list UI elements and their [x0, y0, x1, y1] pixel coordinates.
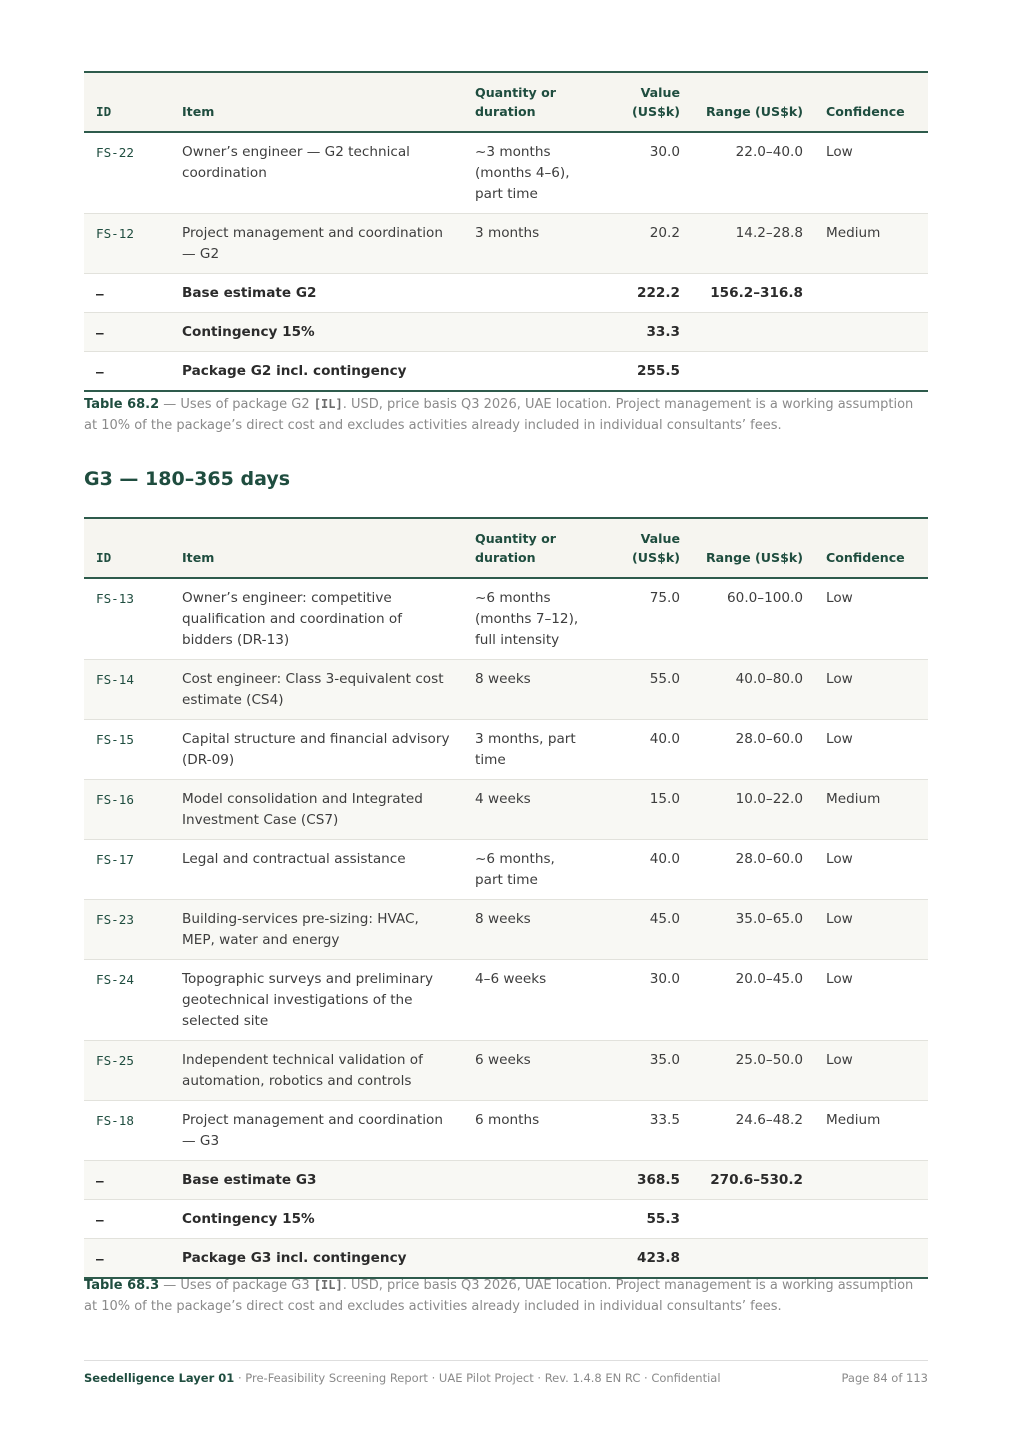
cell-confidence: Medium — [814, 214, 928, 274]
cell-range: 28.0–60.0 — [691, 720, 814, 780]
footer-text: · Pre-Feasibility Screening Report · UAE Pilot Project · Rev. 1.4.8 EN RC · Confidential — [234, 1371, 721, 1385]
cell-item: Base estimate G2 — [170, 274, 463, 313]
caption-text: . USD, price basis Q3 2026, UAE location. Project management is a working assumption at 10% of the package’s direct cost and excludes activities already included in individual consultants’ fees. — [84, 1278, 914, 1314]
cell-confidence — [814, 1239, 928, 1279]
cell-value: 222.2 — [597, 274, 691, 313]
cell-item: Legal and contractual assistance — [170, 840, 463, 900]
cell-value: 33.5 — [597, 1101, 691, 1161]
cell-id: – — [84, 313, 170, 352]
cell-qty: 8 weeks — [463, 660, 597, 720]
cell-confidence — [814, 274, 928, 313]
cell-confidence — [814, 1161, 928, 1200]
cell-item: Contingency 15% — [170, 1200, 463, 1239]
cell-confidence: Low — [814, 840, 928, 900]
table-row — [84, 1041, 928, 1101]
header-id: ID — [96, 104, 112, 119]
cell-item: Model consolidation and Integrated Investment Case (CS7) — [170, 780, 463, 840]
cell-range: 10.0–22.0 — [691, 780, 814, 840]
cell-range: 40.0–80.0 — [691, 660, 814, 720]
cell-item: Owner’s engineer — G2 technical coordination — [170, 132, 463, 214]
cell-range: 270.6–530.2 — [691, 1161, 814, 1200]
cell-range — [691, 1239, 814, 1279]
cell-value: 20.2 — [597, 214, 691, 274]
cell-id: FS-17 — [84, 840, 170, 900]
cell-qty: ~6 months (months 7–12), full intensity — [463, 578, 597, 660]
cell-confidence: Low — [814, 132, 928, 214]
cell-range: 28.0–60.0 — [691, 840, 814, 900]
table-row — [84, 578, 928, 660]
cell-range — [691, 313, 814, 352]
cell-value: 40.0 — [597, 720, 691, 780]
cell-confidence: Low — [814, 900, 928, 960]
header-qty: Quantity or duration — [475, 85, 556, 119]
package-g3-table — [84, 517, 928, 1279]
cell-id: FS-25 — [84, 1041, 170, 1101]
cell-qty: 6 months — [463, 1101, 597, 1161]
cell-item: Topographic surveys and preliminary geotechnical investigations of the selected site — [170, 960, 463, 1041]
table-row — [84, 780, 928, 840]
cell-value: 55.3 — [597, 1200, 691, 1239]
header-range: Range (US$k) — [705, 550, 803, 565]
footer-page-number: Page 84 of 113 — [841, 1371, 928, 1385]
cell-range: 24.6–48.2 — [691, 1101, 814, 1161]
cell-id: FS-18 — [84, 1101, 170, 1161]
header-qty: Quantity or duration — [475, 531, 556, 565]
table-row — [84, 1239, 928, 1279]
cell-item: Capital structure and financial advisory (DR-09) — [170, 720, 463, 780]
caption-tag: [IL] — [313, 397, 343, 411]
caption-pre: — Uses of package G3 — [159, 1278, 314, 1293]
cell-confidence: Low — [814, 578, 928, 660]
cell-value: 40.0 — [597, 840, 691, 900]
cell-value: 30.0 — [597, 960, 691, 1041]
cell-qty — [463, 274, 597, 313]
cell-value: 75.0 — [597, 578, 691, 660]
cell-id: FS-13 — [84, 578, 170, 660]
page-footer — [84, 1360, 928, 1385]
cell-id: FS-14 — [84, 660, 170, 720]
cell-value: 15.0 — [597, 780, 691, 840]
cell-qty — [463, 352, 597, 392]
cell-value: 35.0 — [597, 1041, 691, 1101]
table-row — [84, 840, 928, 900]
cell-range: 60.0–100.0 — [691, 578, 814, 660]
header-value: Value (US$k) — [632, 85, 680, 119]
cell-item: Base estimate G3 — [170, 1161, 463, 1200]
table-row — [84, 720, 928, 780]
cell-value: 30.0 — [597, 132, 691, 214]
cell-range: 20.0–45.0 — [691, 960, 814, 1041]
cell-range — [691, 352, 814, 392]
cell-id: – — [84, 1239, 170, 1279]
cell-value: 368.5 — [597, 1161, 691, 1200]
cell-qty: 6 weeks — [463, 1041, 597, 1101]
caption-label: Table 68.3 — [84, 1278, 160, 1293]
cell-id: – — [84, 1200, 170, 1239]
cell-qty: 3 months, part time — [463, 720, 597, 780]
header-id: ID — [96, 550, 112, 565]
cell-qty: 8 weeks — [463, 900, 597, 960]
cell-value: 423.8 — [597, 1239, 691, 1279]
cell-id: – — [84, 274, 170, 313]
cell-qty: 4–6 weeks — [463, 960, 597, 1041]
header-item: Item — [182, 550, 215, 565]
cell-confidence: Low — [814, 720, 928, 780]
table-row — [84, 960, 928, 1041]
cell-confidence: Low — [814, 960, 928, 1041]
cell-item: Project management and coordination — G2 — [170, 214, 463, 274]
cell-id: – — [84, 1161, 170, 1200]
table-row — [84, 214, 928, 274]
section-title-g3: G3 — 180–365 days — [84, 468, 291, 490]
cell-confidence: Medium — [814, 780, 928, 840]
cell-id: FS-22 — [84, 132, 170, 214]
table-row — [84, 1200, 928, 1239]
cell-value: 45.0 — [597, 900, 691, 960]
table-caption-g3 — [84, 1275, 928, 1317]
cell-confidence — [814, 352, 928, 392]
table-header-row — [84, 72, 928, 132]
table-header-row — [84, 518, 928, 578]
table-caption-g2 — [84, 394, 928, 436]
package-g2-table — [84, 71, 928, 392]
cell-item: Project management and coordination — G3 — [170, 1101, 463, 1161]
cell-id: FS-16 — [84, 780, 170, 840]
cell-confidence — [814, 1200, 928, 1239]
cell-item: Independent technical validation of automation, robotics and controls — [170, 1041, 463, 1101]
table-row — [84, 352, 928, 392]
table-row — [84, 313, 928, 352]
cell-value: 255.5 — [597, 352, 691, 392]
header-item: Item — [182, 104, 215, 119]
cell-item: Owner’s engineer: competitive qualification and coordination of bidders (DR-13) — [170, 578, 463, 660]
cell-item: Building-services pre-sizing: HVAC, MEP, water and energy — [170, 900, 463, 960]
caption-tag: [IL] — [313, 1278, 343, 1292]
cell-qty — [463, 313, 597, 352]
table-row — [84, 274, 928, 313]
cell-qty — [463, 1200, 597, 1239]
cell-range: 22.0–40.0 — [691, 132, 814, 214]
cell-range: 35.0–65.0 — [691, 900, 814, 960]
table-row — [84, 1101, 928, 1161]
cell-value: 55.0 — [597, 660, 691, 720]
cell-range: 14.2–28.8 — [691, 214, 814, 274]
cell-id: FS-15 — [84, 720, 170, 780]
header-confidence: Confidence — [826, 104, 905, 119]
cell-qty — [463, 1161, 597, 1200]
cell-item: Cost engineer: Class 3-equivalent cost estimate (CS4) — [170, 660, 463, 720]
caption-pre: — Uses of package G2 — [159, 397, 314, 412]
cell-range: 25.0–50.0 — [691, 1041, 814, 1101]
table-row — [84, 900, 928, 960]
footer-brand: Seedelligence Layer 01 — [84, 1371, 235, 1385]
cell-qty — [463, 1239, 597, 1279]
cell-id: FS-23 — [84, 900, 170, 960]
cell-confidence: Low — [814, 1041, 928, 1101]
table-row — [84, 132, 928, 214]
cell-range: 156.2–316.8 — [691, 274, 814, 313]
table-row — [84, 1161, 928, 1200]
table-row — [84, 660, 928, 720]
header-range: Range (US$k) — [705, 104, 803, 119]
cell-id: – — [84, 352, 170, 392]
cell-item: Package G2 incl. contingency — [170, 352, 463, 392]
cell-id: FS-12 — [84, 214, 170, 274]
header-value: Value (US$k) — [632, 531, 680, 565]
cell-qty: 4 weeks — [463, 780, 597, 840]
cell-id: FS-24 — [84, 960, 170, 1041]
footer-left — [84, 1371, 721, 1385]
cell-range — [691, 1200, 814, 1239]
caption-text: . USD, price basis Q3 2026, UAE location. Project management is a working assumption at 10% of the package’s direct cost and excludes activities already included in individual consultants’ fees. — [84, 397, 914, 433]
cell-qty: 3 months — [463, 214, 597, 274]
header-confidence: Confidence — [826, 550, 905, 565]
caption-label: Table 68.2 — [84, 397, 160, 412]
cell-item: Package G3 incl. contingency — [170, 1239, 463, 1279]
cell-confidence — [814, 313, 928, 352]
cell-confidence: Medium — [814, 1101, 928, 1161]
cell-item: Contingency 15% — [170, 313, 463, 352]
cell-qty: ~6 months, part time — [463, 840, 597, 900]
cell-confidence: Low — [814, 660, 928, 720]
cell-value: 33.3 — [597, 313, 691, 352]
cell-qty: ~3 months (months 4–6), part time — [463, 132, 597, 214]
